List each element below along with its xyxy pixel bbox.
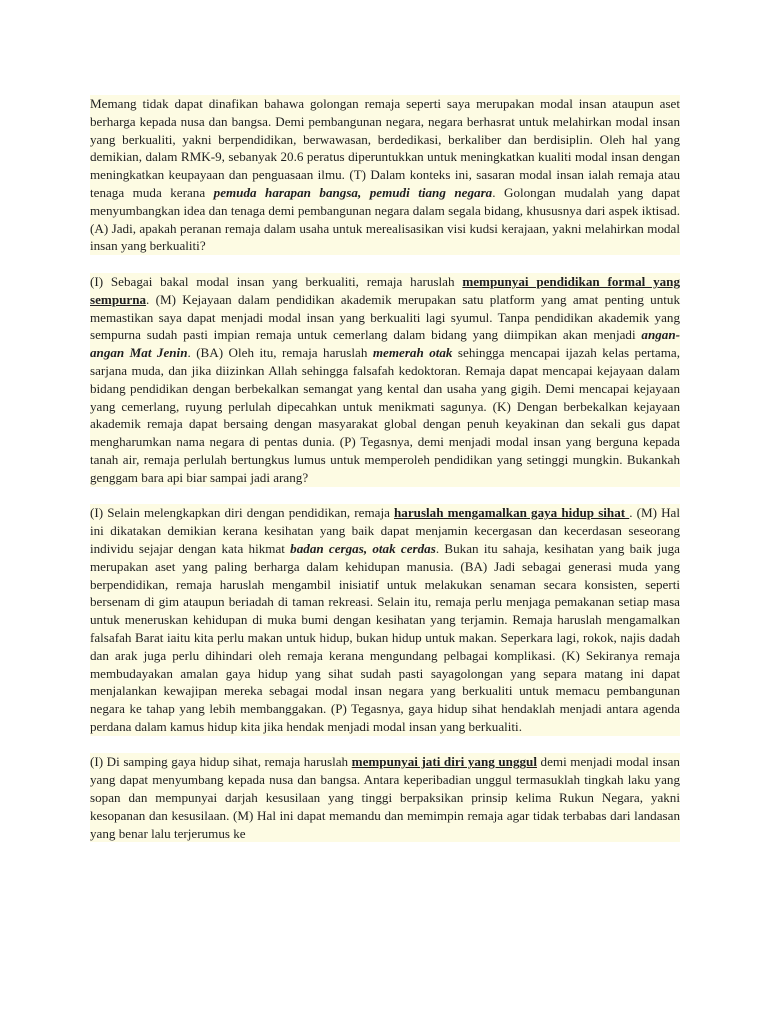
emphasis-phrase: angan-angan Mat Jenin xyxy=(90,327,680,361)
emphasis-phrase: badan cergas, otak cerdas xyxy=(290,540,436,556)
paragraph-identity xyxy=(90,753,680,842)
document-page xyxy=(90,95,680,860)
text-run: . Bukan itu sahaja, kesihatan yang baik juga merupakan aset yang paling berharga dalam kehidupan manusia. (BA) Jadi sebagai generasi muda yang berpendidikan, remaja haruslah mengambil inisiatif untuk melakukan senaman secara konsisten, seperti bersenam di gim ataupun beriadah di taman rekreasi. Selain itu, remaja perlu menjaga pemakanan setiap masa untuk meneruskan kehidupan di muka bumi dengan kesihatan yang terjamin. Remaja haruslah mengamalkan falsafah Barat iaitu kita perlu makan untuk hidup, bukan hidup untuk makan. Seperkara lagi, rokok, najis dadah dan arak juga perlu dihindari oleh remaja kerana mengundang pelbagai komplikasi. (K) Sekiranya remaja membudayakan amalan gaya hidup yang sihat sudah pasti sayagolongan yang separa matang ini dapat menjalankan kewajipan mereka sebagai modal insan negara yang berkualiti untuk memacu pembangunan negara ke tahap yang lebih membanggakan. (P) Tegasnya, gaya hidup sihat hendaklah menjadi antara agenda perdana dalam kamus hidup kita jika hendak menjadi modal insan yang berkualiti. xyxy=(90,540,680,734)
text-run: . (M) Kejayaan dalam pendidikan akademik merupakan satu platform yang amat penting untuk memastikan saya dapat menjadi modal insan yang berkualiti lagi syumul. Tanpa pendidikan akademik yang sempurna sudah pasti impian remaja untuk cemerlang dalam bidang yang diimpikan akan menjadi xyxy=(90,291,680,343)
text-run: . (BA) Oleh itu, remaja haruslah xyxy=(187,345,373,361)
emphasis-phrase: pemuda harapan bangsa, pemudi tiang negara xyxy=(213,184,493,200)
text-run: Memang tidak dapat dinafikan bahawa golongan remaja seperti saya merupakan modal insan ataupun aset berharga kepada nusa dan bangsa. Demi pembangunan negara, negara berhasrat untuk melahirkan modal insan yang berkualiti, yakni berpendidikan, berwawasan, berdedikasi, berkaliber dan berdisiplin. Oleh hal yang demikian, dalam RMK-9, sebanyak 20.6 peratus diperuntukkan untuk meningkatkan kualiti modal insan dengan meningkatkan keupayaan dan penguasaan ilmu. (T) Dalam konteks ini, sasaran modal insan ialah remaja atau tenaga muda kerana xyxy=(90,96,680,200)
key-point: haruslah mengamalkan gaya hidup sihat xyxy=(394,505,630,521)
text-run: . Golongan mudalah yang dapat menyumbangkan idea dan tenaga demi pembangunan negara dalam segala bidang, khususnya dari aspek iktisad. (A) Jadi, apakah peranan remaja dalam usaha untuk merealisasikan visi kudsi kerajaan, yakni melahirkan modal insan yang berkualiti? xyxy=(90,184,681,254)
text-run: (I) Sebagai bakal modal insan yang berkualiti, remaja haruslah xyxy=(90,273,463,289)
paragraph-education xyxy=(90,273,680,487)
paragraph-intro xyxy=(90,95,680,255)
text-run: demi menjadi modal insan yang dapat menyumbang kepada nusa dan bangsa. Antara keperibadian unggul termasuklah tingkah laku yang sopan dan mempunyai darjah kesusilaan yang tinggi berpaksikan prinsip kelima Rukun Negara, yakni kesopanan dan kesusilaan. (M) Hal ini dapat memandu dan memimpin remaja agar tidak terbabas dari landasan yang benar lalu terjerumus ke xyxy=(90,754,680,841)
text-run: . (M) Hal ini dikatakan demikian kerana kesihatan yang baik dapat menjamin kecergasan dan kecerdasan seseorang individu sejajar dengan kata hikmat xyxy=(90,505,680,556)
emphasis-phrase: memerah otak xyxy=(372,345,453,361)
key-point: mempunyai pendidikan formal yang sempurna xyxy=(90,273,680,307)
key-point: mempunyai jati diri yang unggul xyxy=(351,754,537,770)
text-run: sehingga mencapai ijazah kelas pertama, sarjana muda, dan jika diizinkan Allah sehingga falsafah kedoktoran. Remaja dapat mencapai kejayaan dalam bidang pendidikan dengan berbekalkan semangat yang kental dan usaha yang gigih. Demi mencapai kejayaan yang cemerlang, ruyung perlulah dipecahkan untuk menikmati sagunya. (K) Dengan berbekalkan kejayaan akademik remaja dapat bersaing dengan masyarakat global dengan penuh keyakinan dan sekali gus dapat mengharumkan nama negara di pentas dunia. (P) Tegasnya, demi menjadi modal insan yang berguna kepada tanah air, remaja perlulah bertungkus lumus untuk memperoleh pendidikan yang setinggi mungkin. Bukankah genggam bara api biar sampai jadi arang? xyxy=(90,345,680,485)
text-run: (I) Selain melengkapkan diri dengan pendidikan, remaja xyxy=(90,505,395,521)
text-run: (I) Di samping gaya hidup sihat, remaja haruslah xyxy=(90,754,352,770)
paragraph-healthy-lifestyle xyxy=(90,504,680,735)
